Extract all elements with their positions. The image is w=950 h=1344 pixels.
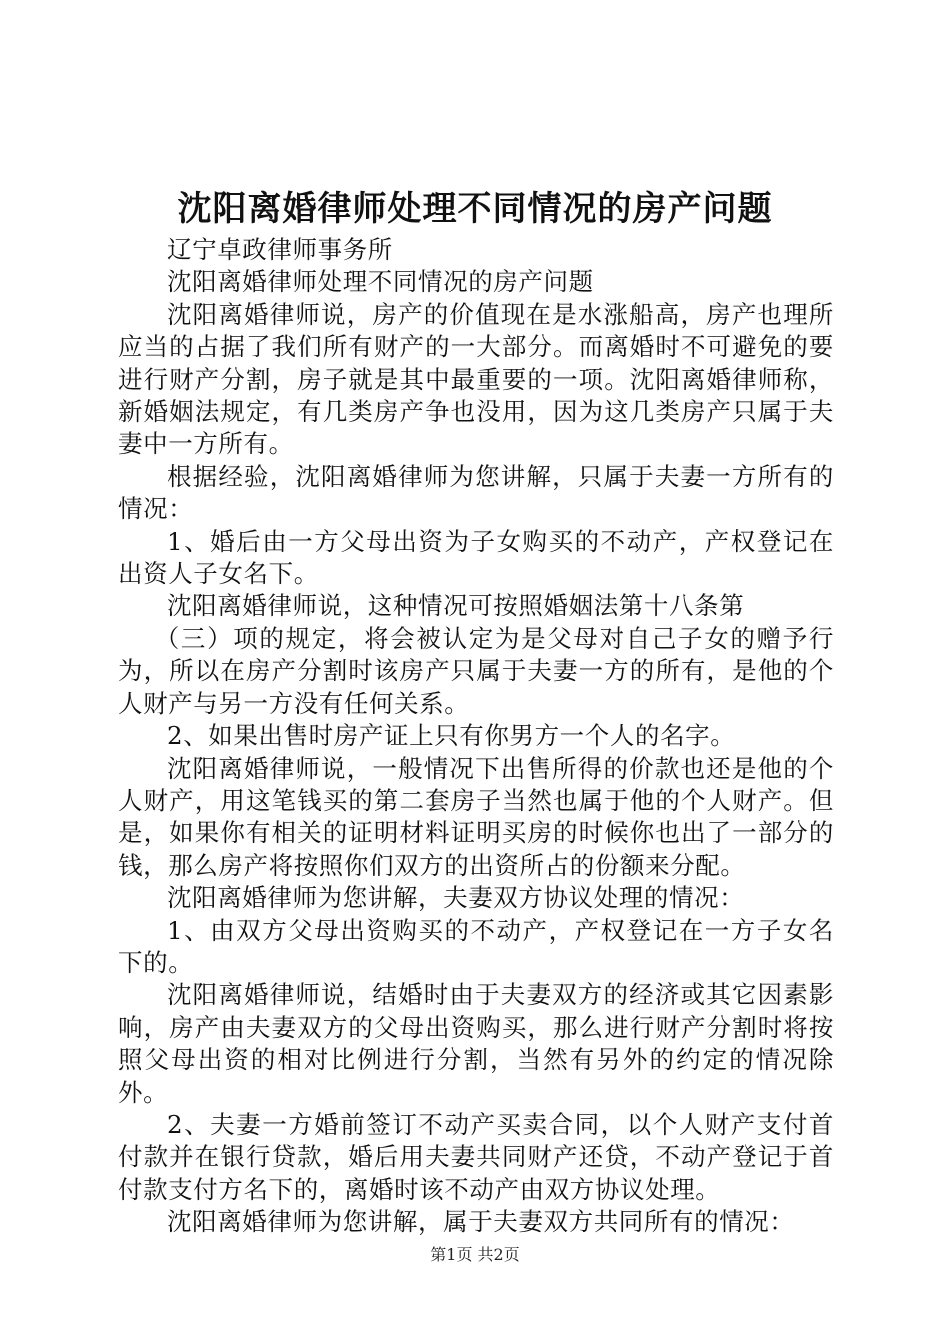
paragraph-item-2: 2、如果出售时房产证上只有你男方一个人的名字。 — [167, 721, 736, 751]
paragraph-agreement-item-1: 1、由双方父母出资购买的不动产，产权登记在一方子女名下的。 — [118, 915, 834, 977]
paragraph-item-1: 1、婚后由一方父母出资为子女购买的不动产，产权登记在出资人子女名下。 — [118, 526, 834, 589]
paragraph-explanation-1-cont: （三）项的规定，将会被认定为是父母对自己子女的赠予行为，所以在房产分割时该房产只属于夫妻一方的所有，是他的个人财产与另一方没有任何关系。 — [118, 623, 834, 718]
paragraph-agreement-heading: 沈阳离婚律师为您讲解，夫妻双方协议处理的情况： — [167, 883, 745, 913]
paragraph-explanation-1: 沈阳离婚律师说，这种情况可按照婚姻法第十八条第 — [167, 591, 745, 621]
paragraph-agreement-explanation-1: 沈阳离婚律师说，结婚时由于夫妻双方的经济或其它因素影响，房产由夫妻双方的父母出资购买，那么进行财产分割时将按照父母出资的相对比例进行分割，当然有另外的约定的情况除外。 — [118, 980, 834, 1107]
paragraph-firm-name: 辽宁卓政律师事务所 — [167, 235, 393, 264]
paragraph-intro: 沈阳离婚律师说，房产的价值现在是水涨船高，房产也理所应当的占据了我们所有财产的一大部分。而离婚时不可避免的要进行财产分割，房子就是其中最重要的一项。沈阳离婚律师称，新婚姻法规定，有几类房产争也没用，因为这几类房产只属于夫妻中一方所有。 — [118, 299, 834, 459]
page-footer: 第1页 共2页 — [430, 1245, 520, 1264]
paragraph-joint-ownership-heading: 沈阳离婚律师为您讲解，属于夫妻双方共同所有的情况： — [167, 1207, 795, 1237]
paragraph-agreement-item-2: 2、夫妻一方婚前签订不动产买卖合同，以个人财产支付首付款并在银行贷款，婚后用夫妻共同财产还贷，不动产登记于首付款支付方名下的，离婚时该不动产由双方协议处理。 — [118, 1109, 834, 1204]
paragraph-explanation-2: 沈阳离婚律师说，一般情况下出售所得的价款也还是他的个人财产，用这笔钱买的第二套房子当然也属于他的个人财产。但是，如果你有相关的证明材料证明买房的时候你也出了一部分的钱，那么房产将按照你们双方的出资所占的份额来分配。 — [118, 753, 834, 880]
paragraph-subtitle: 沈阳离婚律师处理不同情况的房产问题 — [167, 267, 594, 297]
document-body — [118, 234, 834, 1239]
paragraph-sole-ownership-heading: 根据经验，沈阳离婚律师为您讲解，只属于夫妻一方所有的情况： — [118, 461, 834, 524]
document-title: 沈阳离婚律师处理不同情况的房产问题 — [177, 189, 773, 229]
